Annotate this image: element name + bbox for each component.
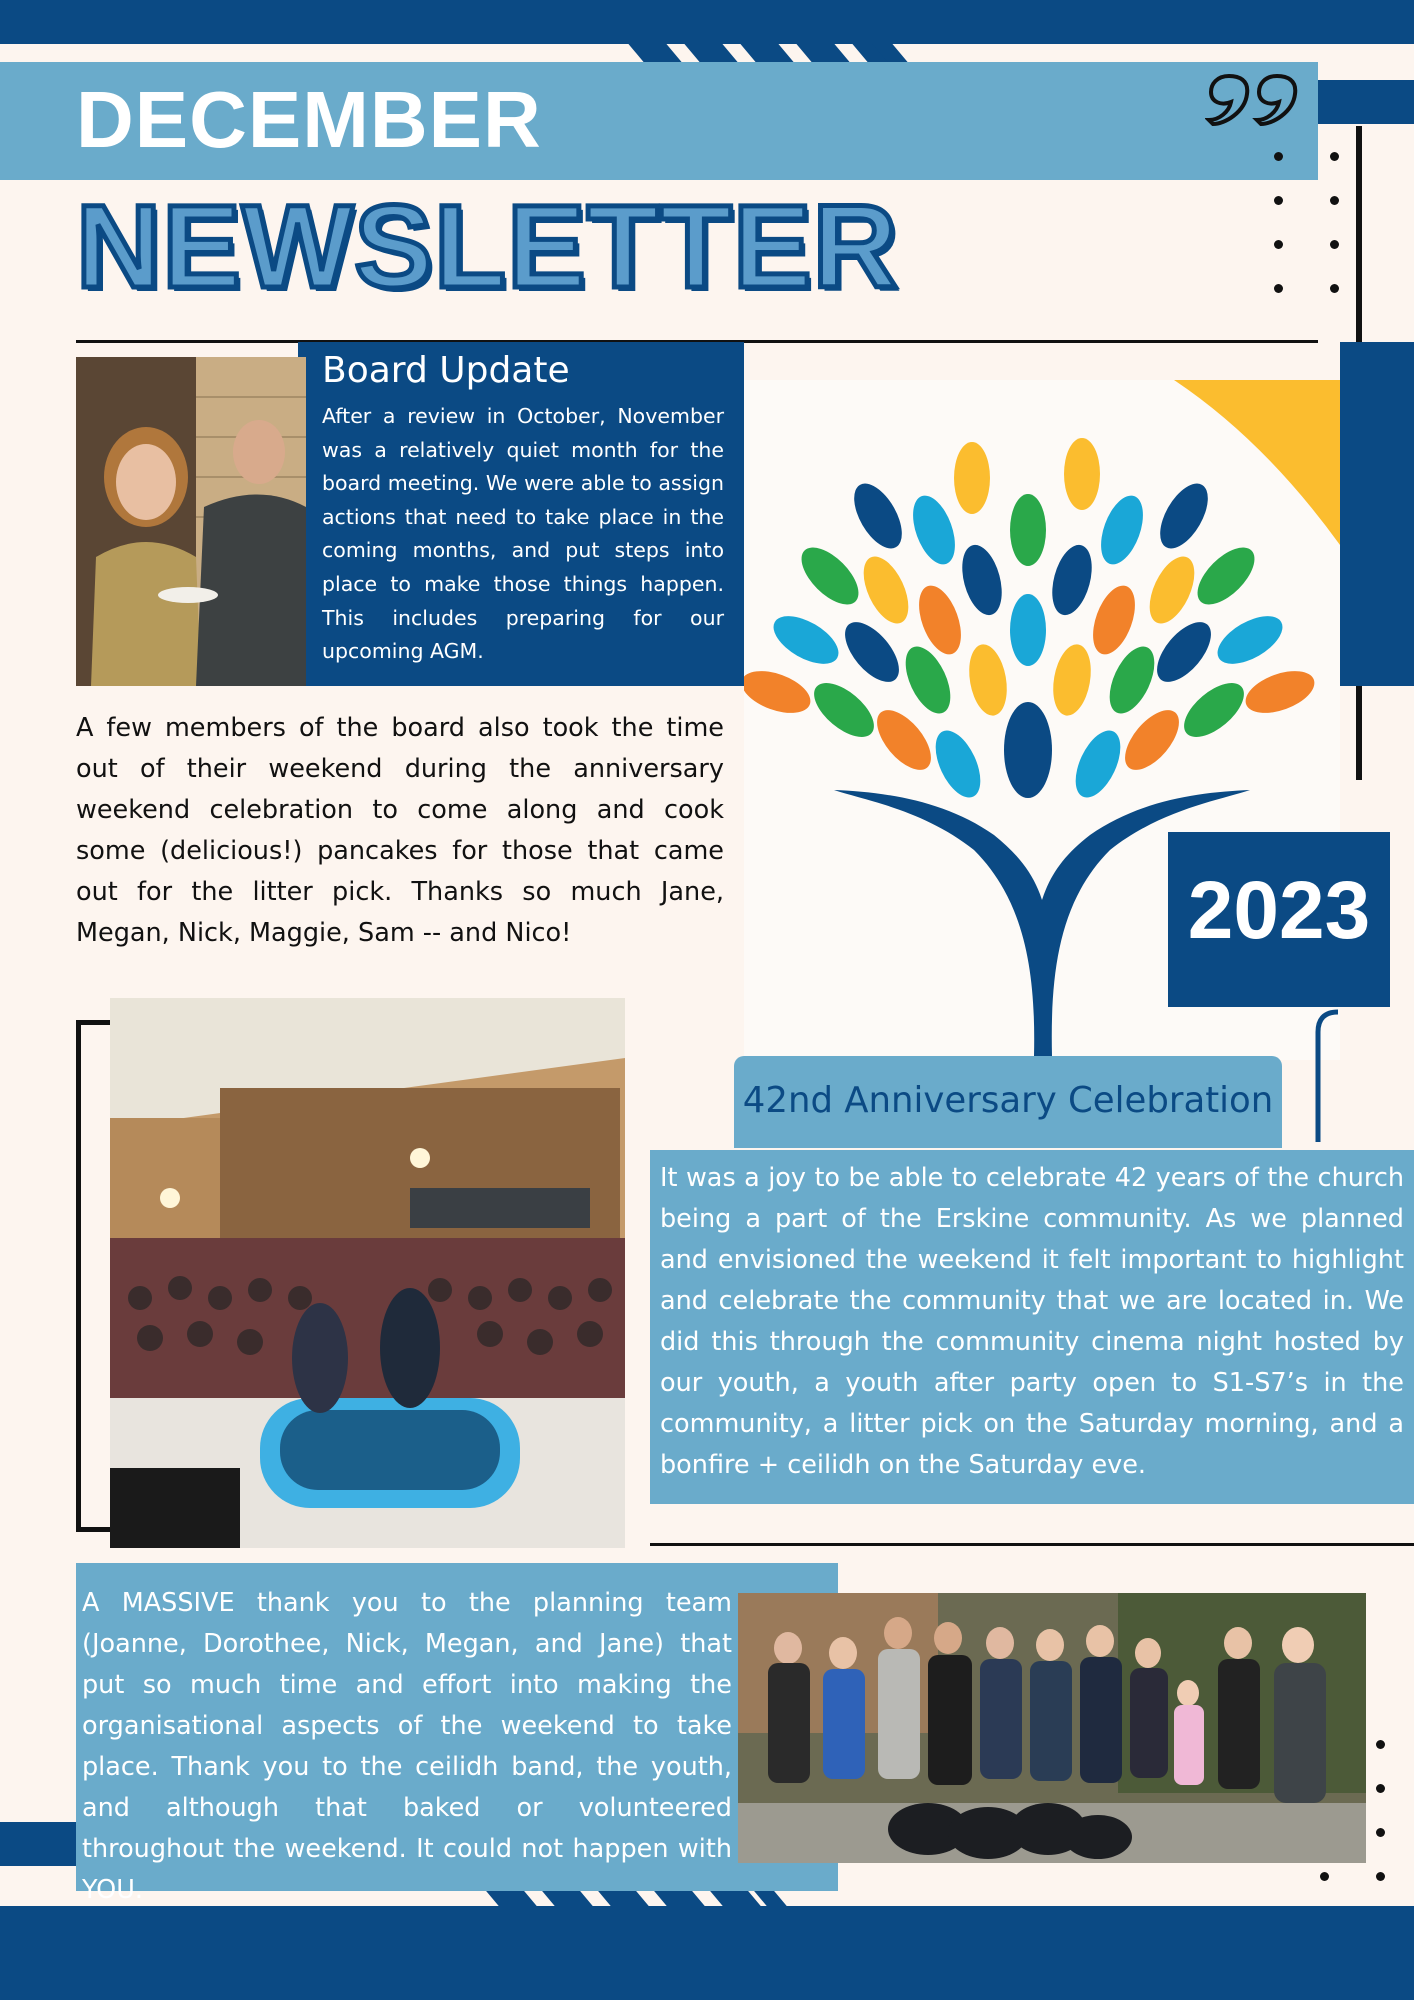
left-navy-block <box>0 1822 76 1866</box>
top-stripes <box>0 44 1414 62</box>
anniversary-heading: 42nd Anniversary Celebration <box>742 1080 1274 1121</box>
pancakes-paragraph: A few members of the board also took the time out of their weekend during the anniversary weekend celebration to come along and cook some (delicious!) pancakes for those that came out for the litter pick. Thanks so much Jane, Megan, Nick, Maggie, Sam -- and Nico! <box>76 713 724 948</box>
header-right-bar <box>1318 80 1414 124</box>
right-navy-block <box>1340 342 1414 686</box>
board-update-heading: Board Update <box>322 350 570 391</box>
bracket-curve-icon <box>1312 1006 1342 1142</box>
baptism-photo <box>110 998 625 1548</box>
bottom-band <box>0 1906 1414 2000</box>
month-title: DECEMBER <box>76 75 542 164</box>
year-text: 2023 <box>1187 865 1371 956</box>
anniversary-divider <box>650 1543 1414 1546</box>
photo-bracket <box>76 1020 113 1532</box>
thanks-text: A MASSIVE thank you to the planning team (Joanne, Dorothee, Nick, Megan, and Jane) that put so much time and effort into making the organisational aspects of the weekend to take place. Thank you to the ceilidh band, the youth, and although that baked or volunteered throughout the weekend. It could not happen with YOU. <box>82 1588 732 1905</box>
anniversary-text: It was a joy to be able to celebrate 42 years of the church being a part of the Erskine community. As we planned and envisioned the weekend it felt important to highlight and celebrate the community that we are located in. We did this through the community cinema night hosted by our youth, a youth after party open to S1-S7’s in the community, a litter pick on the Saturday morning, and a bonfire + ceilidh on the Saturday eve. <box>660 1163 1404 1480</box>
top-band <box>0 0 1414 44</box>
newsletter-title: NEWSLETTER <box>76 181 899 313</box>
board-members-photo <box>76 357 306 686</box>
group-photo <box>738 1593 1366 1863</box>
quote-icon <box>1205 72 1305 134</box>
board-update-text: After a review in October, November was a relatively quiet month for the board meeting. We were able to assign actions that need to take place in the coming months, and put steps into place to make those things happen. This includes preparing for our upcoming AGM. <box>322 404 724 664</box>
